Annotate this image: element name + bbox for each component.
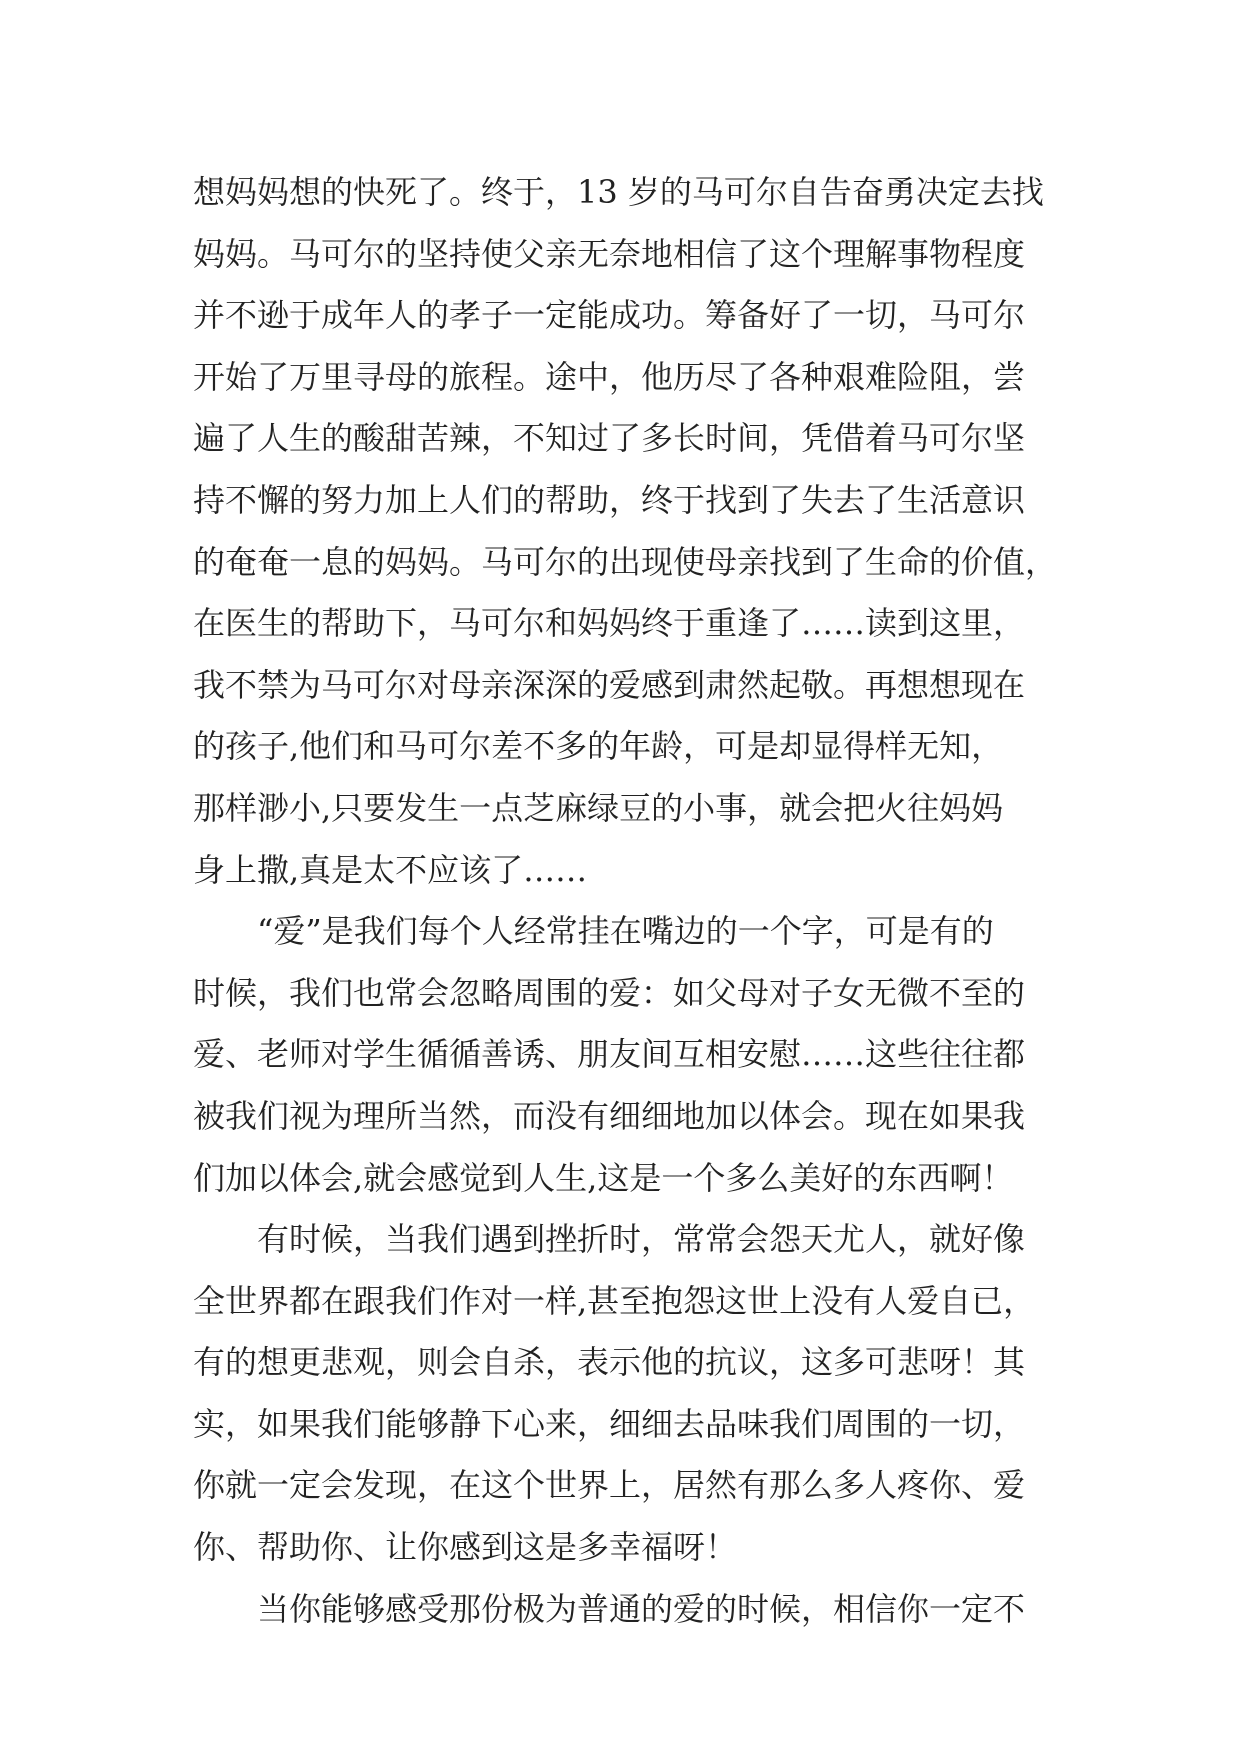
- text-line: 的孩子,他们和马可尔差不多的年龄，可是却显得样无知，: [193, 727, 1004, 766]
- text-line: 们加以体会,就会感觉到人生,这是一个多么美好的东西啊！: [193, 1158, 1014, 1197]
- body-text: [193, 162, 1058, 1640]
- text-line: 妈妈。马可尔的坚持使父亲无奈地相信了这个理解事物程度: [193, 234, 1026, 273]
- text-line: 时候，我们也常会忽略周围的爱：如父母对子女无微不至的: [193, 973, 1026, 1012]
- text-line: 的奄奄一息的妈妈。马可尔的出现使母亲找到了生命的价值，: [193, 542, 1058, 581]
- text-line: 开始了万里寻母的旅程。途中，他历尽了各种艰难险阻，尝: [193, 357, 1026, 396]
- text-line: 想妈妈想的快死了。终于，13 岁的马可尔自告奋勇决定去找: [193, 173, 1044, 211]
- text-line: 爱、老师对学生循循善诱、朋友间互相安慰……这些往往都: [193, 1035, 1026, 1074]
- text-line: 我不禁为马可尔对母亲深深的爱感到肃然起敬。再想想现在: [193, 665, 1026, 704]
- text-line: 遍了人生的酸甜苦辣，不知过了多长时间，凭借着马可尔坚: [193, 419, 1026, 458]
- text-line: 身上撒,真是太不应该了……: [193, 850, 588, 889]
- text-line: 被我们视为理所当然，而没有细细地加以体会。现在如果我: [193, 1096, 1026, 1135]
- text-line: 你、帮助你、让你感到这是多幸福呀！: [193, 1528, 738, 1567]
- text-line: 在医生的帮助下，马可尔和妈妈终于重逢了……读到这里，: [193, 604, 1026, 643]
- text-line: 并不逊于成年人的孝子一定能成功。筹备好了一切，马可尔: [193, 296, 1026, 335]
- text-line: 有时候，当我们遇到挫折时，常常会怨天尤人，就好像: [193, 1220, 1026, 1259]
- text-line: 那样渺小,只要发生一点芝麻绿豆的小事，就会把火往妈妈: [193, 788, 1004, 827]
- text-line: 你就一定会发现，在这个世界上，居然有那么多人疼你、爱: [193, 1466, 1026, 1505]
- text-line: 实，如果我们能够静下心来，细细去品味我们周围的一切，: [193, 1404, 1026, 1443]
- text-line: 当你能够感受那份极为普通的爱的时候，相信你一定不: [193, 1589, 1026, 1628]
- text-line: 有的想更悲观，则会自杀，表示他的抗议，这多可悲呀！其: [193, 1343, 1026, 1382]
- text-line: “爱”是我们每个人经常挂在嘴边的一个字，可是有的: [193, 912, 994, 951]
- text-line: 持不懈的努力加上人们的帮助，终于找到了失去了生活意识: [193, 480, 1026, 519]
- text-line: 全世界都在跟我们作对一样,甚至抱怨这世上没有人爱自已，: [193, 1281, 1036, 1320]
